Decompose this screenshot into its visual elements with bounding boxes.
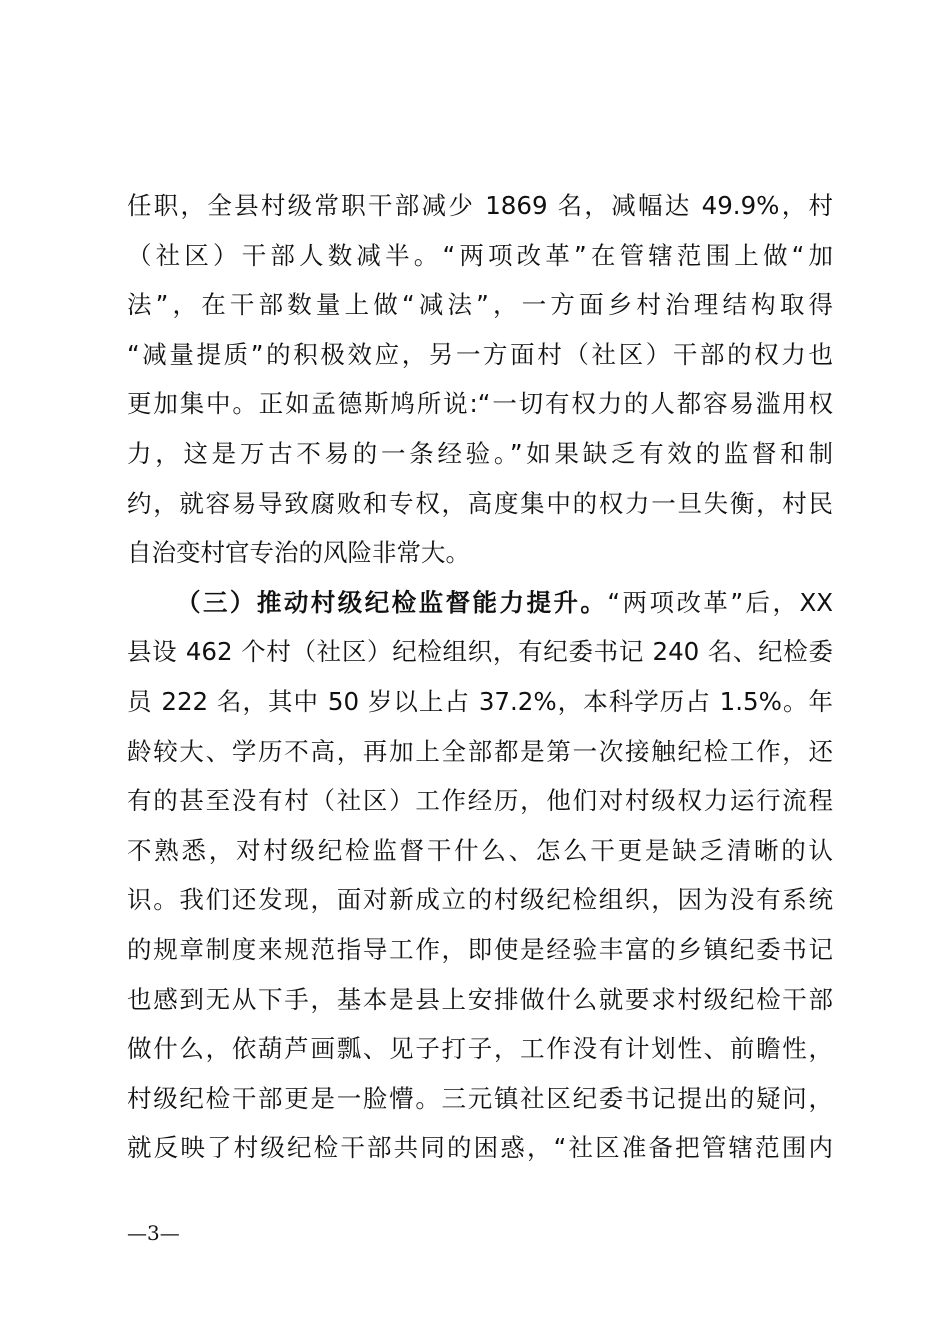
page-number: —3—: [127, 1221, 180, 1245]
section-heading: （三）推动村级纪检监督能力提升。: [176, 587, 608, 617]
text-line: 县设 462 个村（社区）纪检组织，有纪委书记 240 名、纪检委: [127, 637, 833, 667]
text-line: 也感到无从下手，基本是县上安排做什么就要求村级纪检干部: [127, 984, 833, 1014]
text-line: 员 222 名，其中 50 岁以上占 37.2%，本科学历占 1.5%。年: [127, 686, 833, 716]
text-line: 任职，全县村级常职干部减少 1869 名，减幅达 49.9%，村: [127, 191, 833, 220]
text-run: “两项改革”后，XX: [607, 587, 834, 617]
text-line: “减量提质”的积极效应，另一方面村（社区）干部的权力也: [127, 339, 833, 369]
text-line: 更加集中。正如孟德斯鸠所说:“一切有权力的人都容易滥用权: [127, 389, 833, 419]
body-text: [127, 181, 833, 1173]
text-line: 法”，在干部数量上做“减法”，一方面乡村治理结构取得: [127, 290, 833, 320]
text-line: 力，这是万古不易的一条经验。”如果缺乏有效的监督和制: [127, 438, 833, 468]
text-line: 不熟悉，对村级纪检监督干什么、怎么干更是缺乏清晰的认: [127, 835, 833, 865]
text-line: 村级纪检干部更是一脸懵。三元镇社区纪委书记提出的疑问，: [127, 1083, 833, 1113]
section-heading-line: [127, 578, 833, 628]
text-line: 的规章制度来规范指导工作，即使是经验丰富的乡镇纪委书记: [127, 934, 833, 964]
text-line: 自治变村官专治的风险非常大。: [127, 538, 470, 568]
text-line: 有的甚至没有村（社区）工作经历，他们对村级权力运行流程: [127, 786, 833, 816]
text-line: 龄较大、学历不高，再加上全部都是第一次接触纪检工作，还: [127, 736, 833, 766]
text-line: 识。我们还发现，面对新成立的村级纪检组织，因为没有系统: [127, 885, 833, 915]
text-line: 约，就容易导致腐败和专权，高度集中的权力一旦失衡，村民: [127, 488, 833, 518]
text-line: （社区）干部人数减半。“两项改革”在管辖范围上做“加: [127, 240, 833, 270]
text-line: 就反映了村级纪检干部共同的困惑，“社区准备把管辖范围内: [127, 1133, 833, 1163]
text-line: 做什么，依葫芦画瓢、见子打子，工作没有计划性、前瞻性，: [127, 1034, 833, 1064]
